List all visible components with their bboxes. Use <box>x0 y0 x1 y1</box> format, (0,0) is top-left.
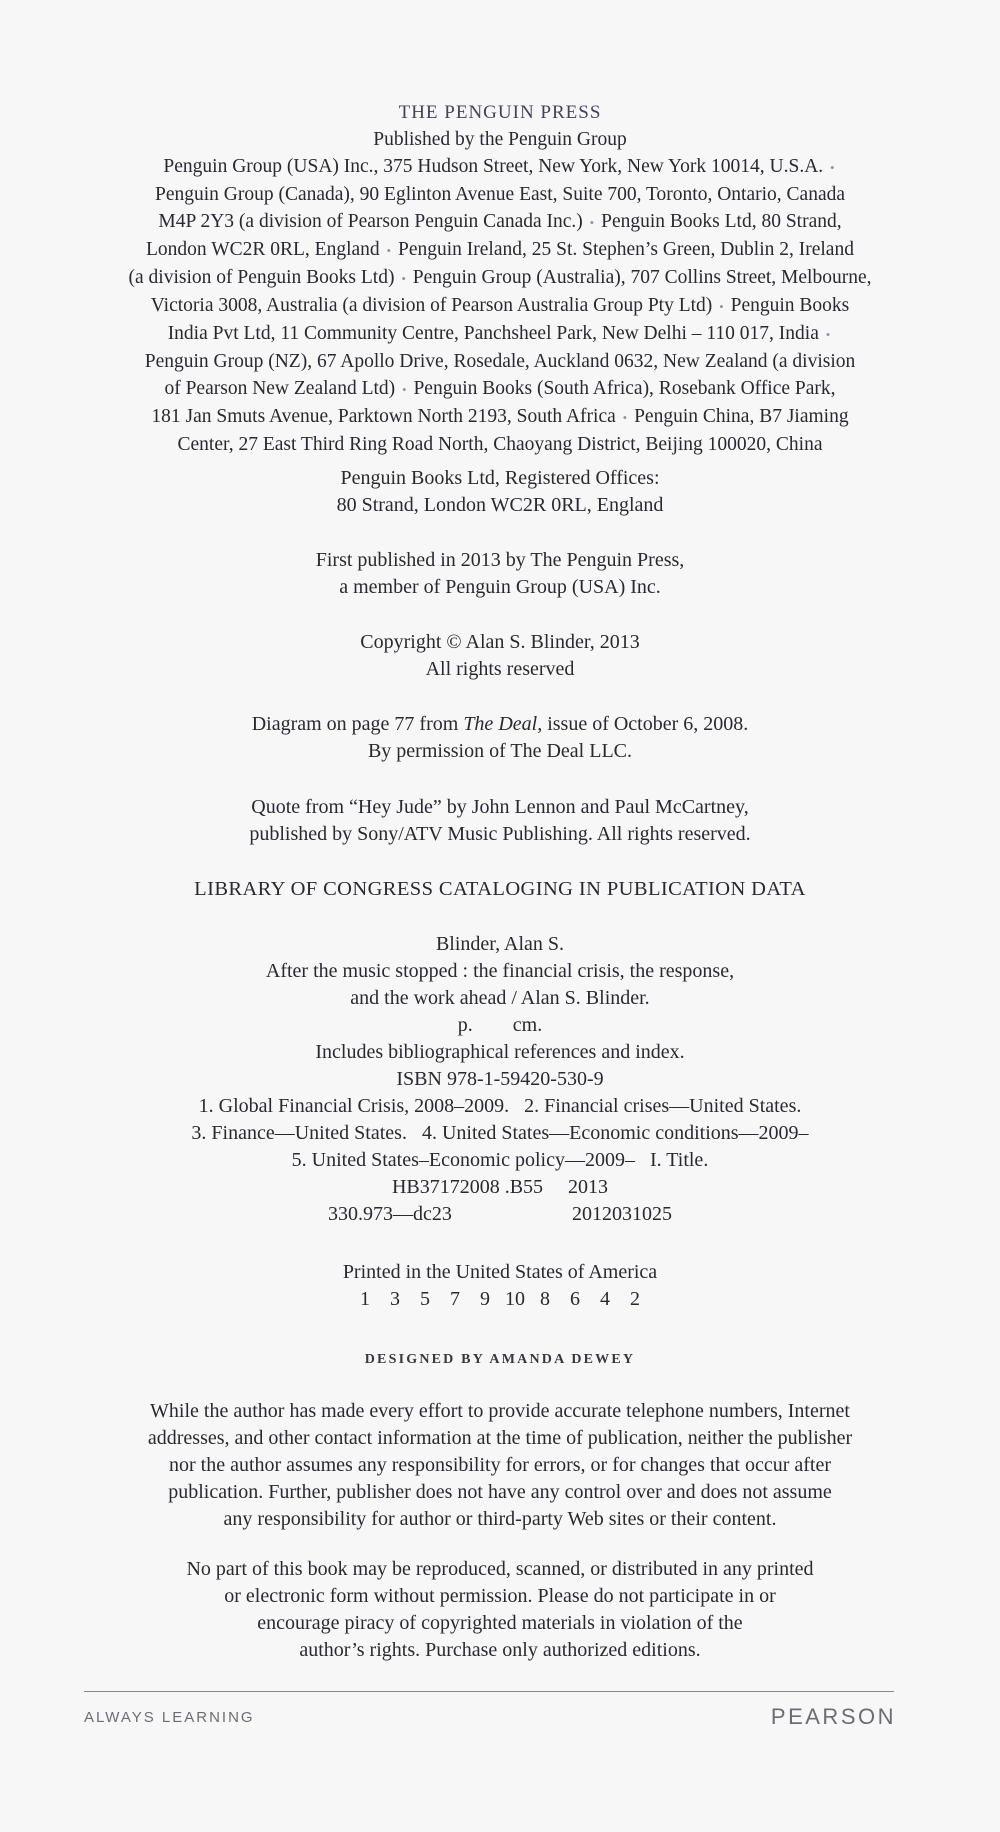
first-published <box>0 547 1000 601</box>
cip-subjects: 5. United States–Economic policy—2009– I. Title. <box>291 1149 709 1171</box>
address-line: Penguin Group (NZ), 67 Apollo Drive, Rosedale, Auckland 0632, New Zealand (a division <box>144 351 856 372</box>
cip-classification-row <box>0 1201 1000 1228</box>
disclaimer-line: nor the author assumes any responsibility for errors, or for changes that occur after <box>168 1454 831 1476</box>
registered-line: 80 Strand, London WC2R 0RL, England <box>336 494 664 516</box>
address-line: London WC2R 0RL, England • Penguin Ireland, 25 St. Stephen’s Green, Dublin 2, Ireland <box>146 239 854 260</box>
print-number: 7 <box>450 1288 460 1310</box>
disclaimer-line: While the author has made every effort to provide accurate telephone numbers, Internet <box>150 1400 850 1422</box>
cip-heading: LIBRARY OF CONGRESS CATALOGING IN PUBLICATION DATA <box>194 878 806 900</box>
cip-heading-block <box>0 876 1000 903</box>
address-line: India Pvt Ltd, 11 Community Centre, Panchsheel Park, New Delhi – 110 017, India • <box>167 323 831 344</box>
address-line: 181 Jan Smuts Avenue, Parktown North 2193, South Africa • Penguin China, B7 Jiaming <box>151 406 849 427</box>
first-published-line: First published in 2013 by The Penguin Press, <box>315 549 685 571</box>
registered-offices <box>0 465 1000 519</box>
print-number: 10 <box>505 1288 525 1310</box>
address-line: Penguin Group (USA) Inc., 375 Hudson Street, New York, New York 10014, U.S.A. • <box>163 156 835 177</box>
print-number: 8 <box>540 1288 550 1310</box>
cip-isbn: ISBN 978-1-59420-530-9 <box>396 1068 604 1090</box>
disclaimer-line: publication. Further, publisher does not have any control over and does not assume <box>168 1481 832 1503</box>
printing-info <box>0 1259 1000 1313</box>
rights-notice <box>0 1556 1000 1664</box>
rights-notice-line: encourage piracy of copyrighted materials in violation of the <box>257 1612 743 1634</box>
print-number: 5 <box>420 1288 430 1310</box>
footer-tagline: ALWAYS LEARNING <box>84 1709 255 1726</box>
print-number: 4 <box>600 1288 610 1310</box>
print-number: 3 <box>390 1288 400 1310</box>
cip-pagination: p. cm. <box>457 1014 543 1036</box>
quote-credit <box>0 794 1000 848</box>
quote-credit-line: published by Sony/ATV Music Publishing. All rights reserved. <box>249 823 751 845</box>
publisher-subtitle: Published by the Penguin Group <box>373 129 627 150</box>
publication-title: The Deal, <box>463 713 543 735</box>
disclaimer <box>0 1398 1000 1533</box>
registered-line: Penguin Books Ltd, Registered Offices: <box>340 467 660 489</box>
rights-reserved: All rights reserved <box>425 658 575 680</box>
designer-credit-block <box>0 1346 1000 1373</box>
cip-includes: Includes bibliographical references and index. <box>315 1041 685 1063</box>
diagram-credit-line: Diagram on page 77 from The Deal, issue of October 6, 2008. <box>251 713 749 735</box>
cip-subjects: 1. Global Financial Crisis, 2008–2009. 2. Financial crises—United States. <box>198 1095 802 1117</box>
cip-data <box>0 931 1000 1228</box>
first-published-line: a member of Penguin Group (USA) Inc. <box>339 576 661 598</box>
publisher-title: THE PENGUIN PRESS <box>398 102 602 123</box>
rights-notice-line: No part of this book may be reproduced, scanned, or distributed in any printed <box>186 1558 814 1580</box>
address-line: (a division of Penguin Books Ltd) • Penguin Group (Australia), 707 Collins Street, Melbourne, <box>128 267 872 288</box>
print-number: 9 <box>480 1288 490 1310</box>
cip-subjects: 3. Finance—United States. 4. United States—Economic conditions—2009– <box>191 1122 809 1144</box>
print-number: 1 <box>360 1288 370 1310</box>
cip-author: Blinder, Alan S. <box>435 933 565 955</box>
disclaimer-line: any responsibility for author or third-party Web sites or their content. <box>223 1508 777 1530</box>
diagram-permission: By permission of The Deal LLC. <box>367 740 633 762</box>
cip-lccn: 2012031025 <box>571 1203 672 1225</box>
address-line: M4P 2Y3 (a division of Pearson Penguin Canada Inc.) • Penguin Books Ltd, 80 Strand, <box>158 211 842 232</box>
pearson-logo: PEARSON <box>770 1704 896 1729</box>
copyright-line: Copyright © Alan S. Blinder, 2013 <box>360 631 640 653</box>
cip-title: After the music stopped : the financial crisis, the response, <box>265 960 735 982</box>
address-line: Penguin Group (Canada), 90 Eglinton Avenue East, Suite 700, Toronto, Ontario, Canada <box>154 184 846 205</box>
rights-notice-line: or electronic form without permission. Please do not participate in or <box>224 1585 776 1607</box>
footer-divider <box>84 1691 894 1692</box>
cip-lc-class: HB37172008 .B55 2013 <box>391 1176 609 1198</box>
cip-title: and the work ahead / Alan S. Blinder. <box>350 987 650 1009</box>
printed-in: Printed in the United States of America <box>342 1261 658 1283</box>
publisher-block <box>0 99 1000 458</box>
designer-credit: DESIGNED BY AMANDA DEWEY <box>364 1352 636 1367</box>
address-line: Center, 27 East Third Ring Road North, Chaoyang District, Beijing 100020, China <box>177 434 823 455</box>
diagram-credit <box>0 711 1000 765</box>
print-number: 6 <box>570 1288 580 1310</box>
disclaimer-line: addresses, and other contact information at the time of publication, neither the publisher <box>147 1427 853 1449</box>
cip-dewey: 330.973—dc23 <box>328 1203 452 1225</box>
print-number: 2 <box>630 1288 640 1310</box>
copyright-notice <box>0 629 1000 683</box>
printing-numbers <box>0 1286 1000 1313</box>
quote-credit-line: Quote from “Hey Jude” by John Lennon and Paul McCartney, <box>251 796 749 818</box>
address-line: of Pearson New Zealand Ltd) • Penguin Books (South Africa), Rosebank Office Park, <box>164 378 836 399</box>
rights-notice-line: author’s rights. Purchase only authorized editions. <box>299 1639 701 1661</box>
address-line: Victoria 3008, Australia (a division of Pearson Australia Group Pty Ltd) • Penguin Books <box>150 295 850 316</box>
